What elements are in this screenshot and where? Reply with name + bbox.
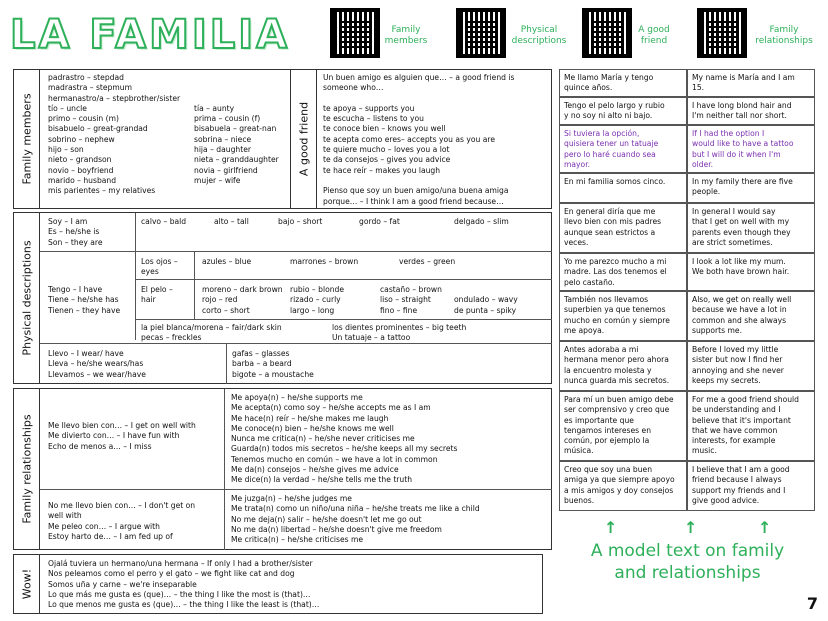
- eye-colour: marrones – brown: [290, 257, 359, 266]
- physical-label-bar: [14, 213, 40, 383]
- model-en-8: Before I loved my little sister but now I find her annoying and she never keeps my secrets.: [687, 341, 815, 391]
- model-es-6: Yo me parezco mucho a mi madre. Las dos tenemos el pelo castaño.: [559, 253, 687, 291]
- ser-adjective: gordo – fat: [359, 217, 400, 226]
- qr-label-good-friend: A good friend: [638, 25, 670, 46]
- eye-colour: verdes – green: [399, 257, 456, 266]
- model-en-9: For me a good friend should be understanding and I believe that it's important that we have common interests, for example music.: [687, 391, 815, 461]
- section-label: A good friend: [297, 101, 310, 177]
- good-friend-label-bar: [291, 70, 317, 208]
- model-en-10: I believe that I am a good friend because I always support my friends and I give good advice.: [687, 461, 815, 511]
- ser-adjective: alto – tall: [214, 217, 249, 226]
- family-members-list-female: tía – aunty prima – cousin (f) bisabuela – great-nan sobrina – niece hija – daughter nieta – granddaughter novia – girlfriend mujer – wife: [194, 103, 279, 185]
- model-en-2: I have long blond hair and I'm neither tall nor short.: [687, 97, 815, 125]
- qr-code-physical-descriptions[interactable]: [456, 8, 506, 58]
- negative-relationships: No me llevo bien con… – I don't get on well with Me peleo con… – I argue with Estoy harto de… – I am fed up of: [48, 501, 196, 541]
- positive-relationships: Me llevo bien con… – I get on well with Me divierto con… – I have fun with Echo de menos a… – I miss: [48, 421, 196, 451]
- physical-descriptions-section: [13, 212, 552, 384]
- model-text-caption: A model text on family and relationships: [590, 541, 785, 583]
- hair-words: rubio – blonde rizado – curly largo – long: [290, 285, 345, 315]
- ser-adjective: calvo – bald: [141, 217, 187, 226]
- positive-descriptions: Me apoya(n) – he/she supports me Me acepta(n) como soy – he/she accepts me as I am Me hace(n) reír – he/she makes me laugh Me conoce(n) bien – he/she knows me well Nunca me critica(n) – he/she never criticises me Guarda(n) todos mis secretos – he/she keeps all my secrets Tenemos mucho en común – we have a lot in common Me da(n) consejos – he/she gives me advice Me dice(n) la verdad – he/she tells me the truth: [231, 393, 458, 485]
- ser-adjective: delgado – slim: [454, 217, 509, 226]
- qr-code-family-relationships[interactable]: [697, 8, 747, 58]
- arrow-up-icon: ↑: [604, 518, 618, 537]
- model-es-5: En general diría que me llevo bien con mis padres aunque sean estrictos a veces.: [559, 203, 687, 253]
- ser-forms: Soy – I am Es – he/she is Son – they are: [48, 217, 103, 247]
- extra-features: la piel blanca/morena – fair/dark skin pecas – freckles: [141, 323, 282, 343]
- section-label: Physical descriptions: [20, 240, 33, 356]
- extra-features: los dientes prominentes – big teeth Un tatuaje – a tattoo: [332, 323, 467, 343]
- good-friend-text: Un buen amigo es alguien que… – a good friend is someone who… te apoya – supports you te escucha – listens to you te conoce bien – knows you well te acepta como eres– accepts you as you are te quiere mucho – loves you a lot te da consejos – gives you advice te hace reír – makes you laugh Pienso que soy un buen amigo/una buena amiga porque… – I think I am a good friend because…: [323, 73, 515, 206]
- model-es-8: Antes adoraba a mi hermana menor pero ahora la encuentro molesta y nunca guarda mis secretos.: [559, 341, 687, 391]
- wow-section: [13, 554, 543, 614]
- qr-code-family-members[interactable]: [330, 8, 380, 58]
- wow-label-bar: [14, 555, 40, 613]
- model-en-3: If I had the option I would like to have a tattoo but I will do it when I'm older.: [687, 125, 815, 173]
- model-en-6: I look a lot like my mum. We both have brown hair.: [687, 253, 815, 291]
- model-en-7: Also, we get on really well because we have a lot in common and she always supports me.: [687, 291, 815, 341]
- model-es-3: Si tuviera la opción, quisiera tener un tatuaje pero lo haré cuando sea mayor.: [559, 125, 687, 173]
- model-es-1: Me llamo María y tengo quince años.: [559, 69, 687, 97]
- qr-code-good-friend[interactable]: [582, 8, 632, 58]
- eye-colour: azules – blue: [202, 257, 252, 266]
- hair-label: El pelo – hair: [141, 285, 173, 305]
- tener-forms: Tengo – I have Tiene – he/she has Tienen – they have: [48, 285, 121, 315]
- family-members-label-bar: [14, 70, 40, 208]
- wear-items: gafas – glasses barba – a beard bigote – a moustache: [232, 349, 314, 379]
- model-es-10: Creo que soy una buen amiga ya que siempre apoyo a mis amigos y doy consejos buenos.: [559, 461, 687, 511]
- model-es-9: Para mí un buen amigo debe ser comprensivo y creo que es importante que tengamos intereses en común, por ejemplo la música.: [559, 391, 687, 461]
- model-es-4: En mi familia somos cinco.: [559, 173, 687, 203]
- family-members-list: padrastro – stepdad madrastra – stepmum hermanastro/a – stepbrother/sister tío – uncle primo – cousin (m) bisabuelo – great-grandad sobrino – nephew hijo – son nieto – grandson novio – boyfriend marido – husband mis parientes – my relatives: [48, 73, 181, 196]
- section-label: Family members: [20, 93, 33, 185]
- page-number: 7: [806, 594, 818, 613]
- llevar-forms: Llevo – I wear/ have Lleva – he/she wears/has Llevamos – we wear/have: [48, 349, 146, 379]
- model-en-5: In general I would say that I get on well with my parents even though they are strict sometimes.: [687, 203, 815, 253]
- page-title: LA FAMILIA: [10, 12, 291, 58]
- family-relationships-section: [13, 388, 552, 550]
- qr-label-physical-descriptions: Physical descriptions: [511, 25, 567, 46]
- qr-label-family-members: Family members: [384, 25, 428, 46]
- model-en-1: My name is María and I am 15.: [687, 69, 815, 97]
- ser-adjective: bajo – short: [278, 217, 323, 226]
- family-members-section: [13, 69, 310, 209]
- hair-words: moreno – dark brown rojo – red corto – short: [202, 285, 283, 315]
- arrow-up-icon: ↑: [684, 518, 698, 537]
- section-label: Family relationships: [20, 414, 33, 524]
- model-es-2: Tengo el pelo largo y rubio y no soy ni alto ni bajo.: [559, 97, 687, 125]
- section-label: Wow!: [20, 568, 33, 600]
- relationships-label-bar: [14, 389, 40, 549]
- good-friend-section: [290, 69, 552, 209]
- wow-phrases: Ojalá tuviera un hermano/una hermana – If only I had a brother/sister Nos peleamos como el perro y el gato – we fight like cat and dog Somos uña y carne – we're inseparable Lo que más me gusta es (que)… – the thing I like the most is (that)… Lo que menos me gusta es (que)… – the thing I like the least is (that)…: [48, 559, 320, 610]
- hair-words: ondulado – wavy de punta – spiky: [454, 295, 518, 315]
- eyes-label: Los ojos – eyes: [141, 257, 178, 277]
- model-en-4: In my family there are five people.: [687, 173, 815, 203]
- hair-words: castaño – brown liso – straight fino – fine: [380, 285, 442, 315]
- negative-descriptions: Me juzga(n) – he/she judges me Me trata(n) como un niño/una niña – he/she treats me like a child No me deja(n) salir – he/she doesn't let me go out No me da(n) libertad – he/she doesn't give me freedom Me critica(n) – he/she criticises me: [231, 494, 480, 545]
- qr-label-family-relationships: Family relationships: [755, 25, 813, 46]
- arrow-up-icon: ↑: [758, 518, 772, 537]
- model-es-7: También nos llevamos superbien ya que tenemos mucho en común y siempre me apoya.: [559, 291, 687, 341]
